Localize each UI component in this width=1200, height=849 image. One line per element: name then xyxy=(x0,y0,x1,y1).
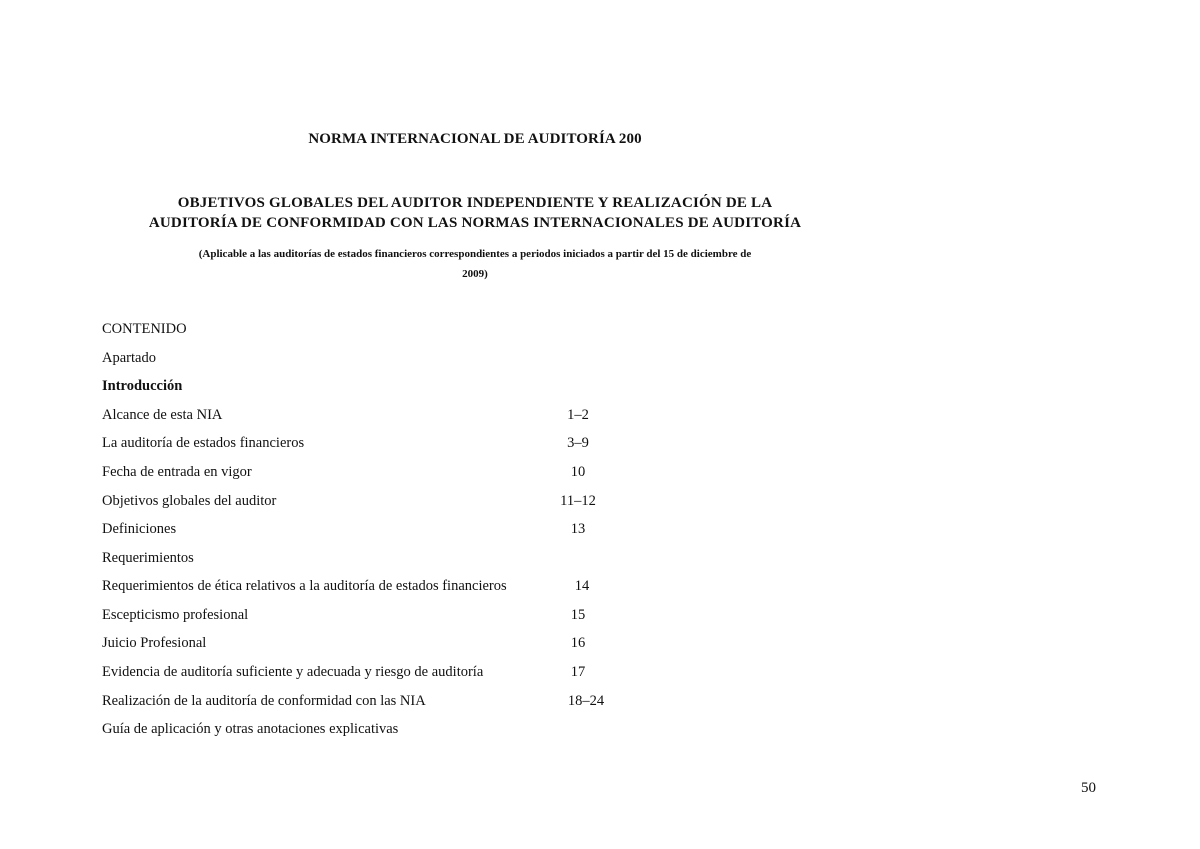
toc-column-label: Apartado xyxy=(102,350,156,366)
toc-item-label: Requerimientos xyxy=(102,550,194,566)
toc-item-number: 1–2 xyxy=(567,407,589,423)
toc-item-number: 13 xyxy=(570,521,586,537)
toc-item-label: Escepticismo profesional xyxy=(102,607,249,623)
toc-item-label: Introducción xyxy=(102,378,183,394)
subtitle-line-1: OBJETIVOS GLOBALES DEL AUDITOR INDEPENDIENTE Y REALIZACIÓN DE LA xyxy=(177,195,773,211)
subtitle-line-2: AUDITORÍA DE CONFORMIDAD CON LAS NORMAS INTERNACIONALES DE AUDITORÍA xyxy=(148,215,802,231)
toc-item-label: Evidencia de auditoría suficiente y adecuada y riesgo de auditoría xyxy=(102,664,484,680)
document-subtitle xyxy=(0,193,950,233)
document-title: NORMA INTERNACIONAL DE AUDITORÍA 200 xyxy=(308,131,642,147)
toc-item-label: Guía de aplicación y otras anotaciones explicativas xyxy=(102,721,399,737)
toc-item-number: 11–12 xyxy=(560,493,596,509)
toc-item-label: Objetivos globales del auditor xyxy=(102,493,277,509)
toc-item-number: 15 xyxy=(570,607,586,623)
page-number: 50 xyxy=(1081,780,1096,796)
toc-item-number: 16 xyxy=(570,635,586,651)
toc-item-label: Alcance de esta NIA xyxy=(102,407,223,423)
toc-item-label: Juicio Profesional xyxy=(102,635,207,651)
applicability-note xyxy=(100,244,850,284)
toc-item-label: Realización de la auditoría de conformidad con las NIA xyxy=(102,693,426,709)
toc-item-label: Requerimientos de ética relativos a la auditoría de estados financieros xyxy=(102,578,507,594)
toc-item-number: 10 xyxy=(570,464,586,480)
toc-item-label: Definiciones xyxy=(102,521,177,537)
toc-item-label: Fecha de entrada en vigor xyxy=(102,464,252,480)
toc-item-number: 3–9 xyxy=(567,435,589,451)
toc-item-label: La auditoría de estados financieros xyxy=(102,435,305,451)
toc-item-number: 18–24 xyxy=(567,693,605,709)
note-line-2: 2009) xyxy=(462,268,488,280)
toc-item-number: 17 xyxy=(570,664,586,680)
note-line-1: (Aplicable a las auditorías de estados financieros correspondientes a periodos iniciados a partir del 15 de diciembre de xyxy=(198,248,752,260)
toc-item-number: 14 xyxy=(574,578,590,594)
toc-heading: CONTENIDO xyxy=(102,321,187,337)
